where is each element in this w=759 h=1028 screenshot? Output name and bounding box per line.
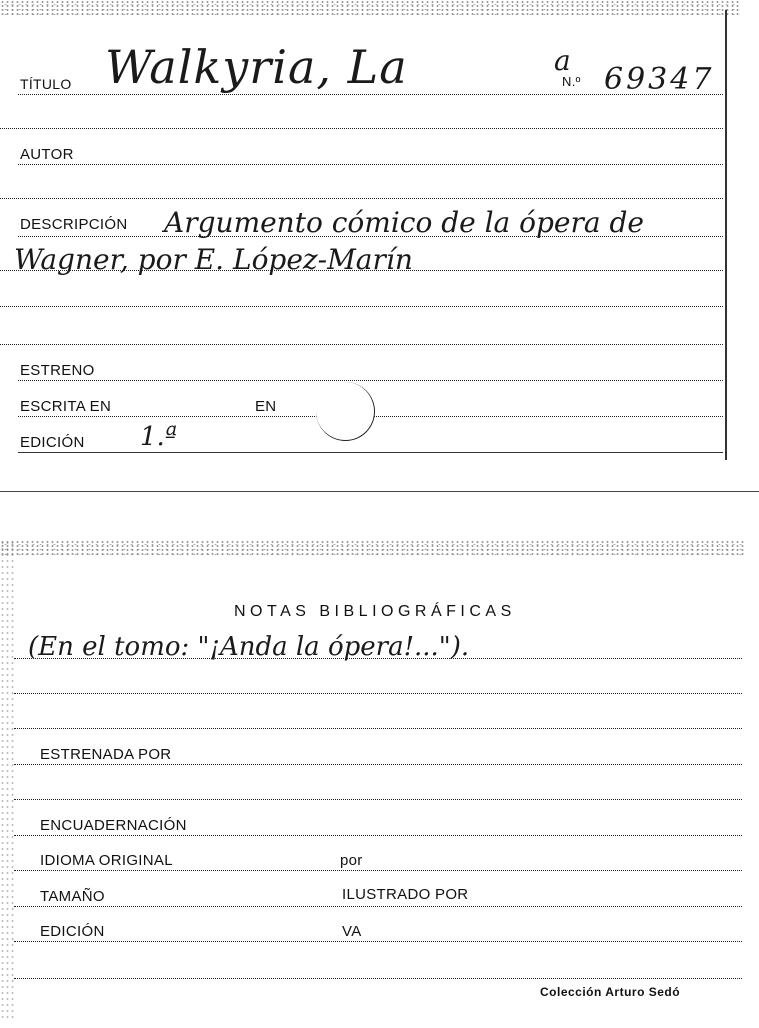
- estreno-label: ESTRENO: [20, 362, 95, 379]
- tamano-rule: [14, 906, 742, 907]
- edicion-back-label: EDICIÓN: [40, 923, 105, 940]
- notes-rule-2: [14, 693, 742, 694]
- va-label: VA: [342, 923, 362, 940]
- autor-label: AUTOR: [20, 146, 74, 163]
- number-prefix-letter: a: [554, 44, 571, 77]
- description-line-1: Argumento cómico de la ópera de: [164, 206, 644, 239]
- idioma-original-label: IDIOMA ORIGINAL: [40, 852, 173, 869]
- collection-credit: Colección Arturo Sedó: [540, 985, 681, 999]
- estrenada-rule: [14, 764, 742, 765]
- notes-rule-1: [14, 658, 742, 659]
- card-number: 69347: [604, 62, 715, 97]
- titulo-label: TÍTULO: [20, 76, 72, 92]
- titulo-rule: [18, 94, 723, 95]
- blank-rule-back: [14, 799, 742, 800]
- notes-rule-3: [14, 728, 742, 729]
- card-torn-edge: [0, 0, 740, 16]
- encuadernacion-label: ENCUADERNACIÓN: [40, 817, 187, 834]
- idioma-rule: [14, 870, 742, 871]
- description-line-2: Wagner, por E. López-Marín: [14, 243, 413, 276]
- punch-hole: [316, 382, 375, 441]
- descripcion-label: DESCRIPCIÓN: [20, 216, 128, 233]
- blank-rule-3: [0, 306, 723, 307]
- notas-heading: NOTAS BIBLIOGRÁFICAS: [234, 603, 516, 620]
- notes-handwritten: (En el tomo: "¡Anda la ópera!...").: [28, 632, 470, 662]
- autor-rule: [18, 164, 723, 165]
- card-right-border: [725, 10, 727, 460]
- blank-rule-1: [0, 128, 723, 129]
- escrita-en-label: ESCRITA EN: [20, 398, 112, 415]
- tamano-label: TAMAÑO: [40, 888, 105, 905]
- edicion-handwritten: 1.ª: [140, 422, 178, 452]
- descripcion-rule: [18, 236, 723, 237]
- blank-rule-4: [0, 344, 723, 345]
- description-rule-2: [0, 270, 723, 271]
- edicion-rule: [18, 452, 723, 453]
- card-left-edge-back: [0, 540, 14, 1020]
- card-separator: [0, 491, 759, 492]
- estrenada-por-label: ESTRENADA POR: [40, 746, 172, 763]
- edicion-label: EDICIÓN: [20, 434, 85, 451]
- title-handwritten: Walkyria, La: [105, 40, 408, 94]
- ilustrado-por-label: ILUSTRADO POR: [342, 886, 469, 903]
- final-rule: [14, 978, 742, 979]
- card-torn-edge-back: [0, 540, 745, 556]
- estreno-rule: [18, 380, 723, 381]
- por-label: por: [340, 852, 363, 869]
- catalog-card-back: [0, 540, 745, 1020]
- number-prefix: N.º: [562, 74, 581, 89]
- catalog-card-front: [0, 0, 740, 490]
- en-label: EN: [255, 398, 277, 415]
- blank-rule-2: [0, 198, 723, 199]
- edicion-back-rule: [14, 941, 742, 942]
- encuadernacion-rule: [14, 835, 742, 836]
